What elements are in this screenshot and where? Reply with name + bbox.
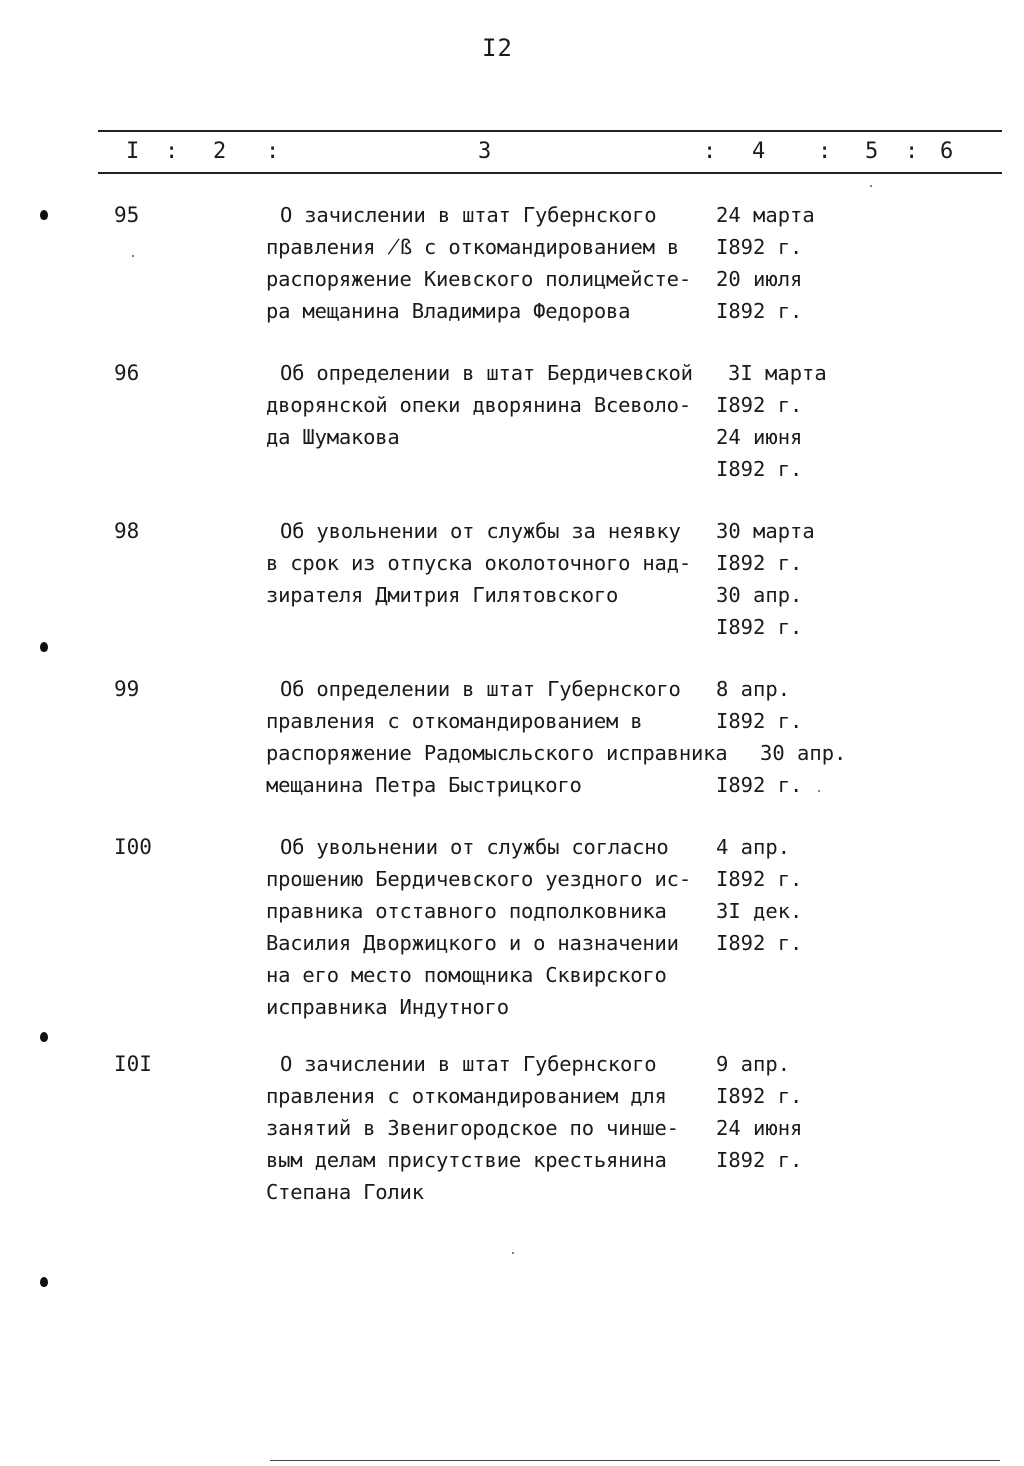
entry-text-line: О зачислении в штат Губернского [280,203,657,227]
header-top-rule [98,130,1002,132]
entry-number: 96 [114,361,140,385]
entry-text-line: Об увольнении от службы за неявку [280,519,681,543]
page-number: I2 [482,34,513,62]
entry-number: 95 [114,203,140,227]
entry-text-line: распоряжение Киевского полицмейсте- [266,267,691,291]
entry-number: I0I [114,1052,152,1076]
entry-text-line: дворянской опеки дворянина Всеволо- [266,393,691,417]
header-separator: : [165,139,179,164]
entry-text-line: правления с откомандированием для [266,1084,667,1108]
entry-date: I892 г. [716,235,803,259]
header-col-6: 6 [940,139,954,164]
scan-speck [132,255,134,257]
scan-speck [870,185,872,187]
header-col-5: 5 [865,139,879,164]
entry-text-line: распоряжение Радомысльского исправника [266,741,728,765]
entry-text-line: Об определении в штат Губернского [280,677,681,701]
entry-text-line: ра мещанина Владимира Федорова [266,299,631,323]
entry-date: I892 г. [716,931,803,955]
entry-text-line: прошению Бердичевского уездного ис- [266,867,691,891]
entry-date: 30 апр. [716,583,803,607]
entry-text-line: да Шумакова [266,425,400,449]
punch-hole-mark [40,1032,48,1042]
entry-date: 9 апр. [716,1052,791,1076]
header-separator: : [905,139,919,164]
entry-date: I892 г. [716,867,803,891]
entry-date: 30 апр. [760,741,847,765]
footer-rule [270,1460,1000,1461]
entry-date: I892 г. [716,299,803,323]
entry-date: 8 апр. [716,677,791,701]
entry-date: 30 марта [716,519,815,543]
entry-number: 99 [114,677,140,701]
punch-hole-mark [40,210,48,220]
entry-text-line: вым делам присутствие крестьянина [266,1148,667,1172]
entry-number: I00 [114,835,152,859]
header-bottom-rule [98,172,1002,174]
entry-date: I892 г. [716,615,803,639]
entry-text-line: Об увольнении от службы согласно [280,835,669,859]
entry-text-line: исправника Индутного [266,995,509,1019]
entry-date: 3I марта [728,361,827,385]
entry-date: I892 г. [716,551,803,575]
entry-date: 3I дек. [716,899,803,923]
entry-text-line: О зачислении в штат Губернского [280,1052,657,1076]
header-separator: : [266,139,280,164]
entry-date: 24 июня [716,1116,803,1140]
header-col-4: 4 [752,139,766,164]
entry-date: I892 г. [716,773,803,797]
header-col-2: 2 [213,139,227,164]
entry-text-line: занятий в Звенигородское по чинше- [266,1116,679,1140]
entry-text-line: правления с откомандированием в [266,709,643,733]
header-separator: : [703,139,717,164]
punch-hole-mark [40,1277,48,1287]
entry-text-line: в срок из отпуска околоточного над- [266,551,691,575]
entry-date: 4 апр. [716,835,791,859]
punch-hole-mark [40,642,48,652]
entry-text-line: правника отставного подполковника [266,899,667,923]
header-separator: : [818,139,832,164]
entry-date: 24 марта [716,203,815,227]
entry-text-line: Степана Голик [266,1180,424,1204]
entry-text-line: Василия Дворжицкого и о назначении [266,931,679,955]
header-col-1: I [126,139,140,164]
header-col-3: 3 [478,139,492,164]
entry-text-line: мещанина Петра Быстрицкого [266,773,582,797]
entry-date: I892 г. [716,709,803,733]
entry-text-line: зирателя Дмитрия Гилятовского [266,583,619,607]
entry-number: 98 [114,519,140,543]
entry-text-line: на его место помощника Сквирского [266,963,667,987]
entry-date: 24 июня [716,425,803,449]
entry-date: I892 г. [716,1084,803,1108]
entry-date: 20 июля [716,267,803,291]
scan-speck [818,790,820,792]
entry-date: I892 г. [716,457,803,481]
entry-date: I892 г. [716,1148,803,1172]
entry-text-line: Об определении в штат Бердичевской [280,361,693,385]
entry-date: I892 г. [716,393,803,417]
scan-speck [512,1252,514,1254]
entry-text-line: правления ̸ß с откомандированием в [266,235,680,259]
